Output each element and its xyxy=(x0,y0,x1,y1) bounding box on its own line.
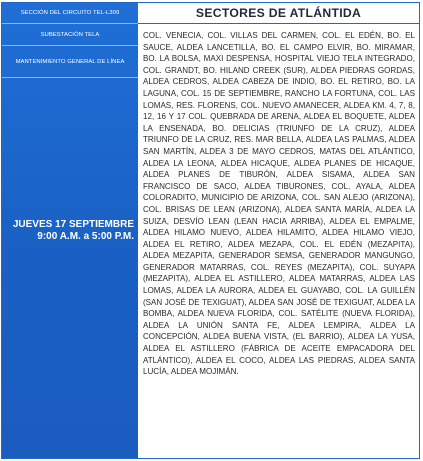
schedule-time: 9:00 A.M. a 5:00 P.M. xyxy=(37,231,134,242)
schedule-block xyxy=(6,219,134,243)
outage-notice-table xyxy=(1,2,420,459)
sectors-title: SECTORES DE ATLÁNTIDA xyxy=(138,3,419,24)
sectors-panel xyxy=(138,3,419,458)
sectors-list: COL. VENECIA, COL. VILLAS DEL CARMEN, COL. EL EDÉN, BO. EL SAUCE, ALDEA LANCETILLA, BO. EL CAMPO ELVIR, BO. MIRAMAR, BO. LA BOLSA, MAXI DESPENSA, HOSPITAL VIEJO TELA INTEGRADO, COL. GRANDT, BO. HILAND CREEK (SUR), ALDEA PIEDRAS GORDAS, ALDEA CEDROS, ALDEA CABEZA DE INDIO, BO. EL RETIRO, BO. LA LAGUNA, COL. 15 DE SEPTIEMBRE, RANCHO LA FORTUNA, COL. LAS LOMAS, RES. FLORENS, COL. NUEVO AMANECER, ALDEA KM. 4, 7, 8, 12, 16 Y 17 COL. QUEBRADA DE ARENA, ALDEA EL BOQUETE, ALDEA LA ENSENADA, BO. DELICIAS (TRIUNFO DE LA CRUZ), ALDEA TRIUNFO DE LA CRUZ, RES. MAR BELLA, ALDEA LAS PALMAS, ALDEA SAN MARTÍN, ALDEA 3 DE MAYO CEDROS, MATAS DEL ATLÁNTICO, ALDEA LA LEONA, ALDEA HICAQUE, ALDEA PLANES DE HICAQUE, ALDEA PLANES DE TIBURÓN, ALDEA SISAMA, ALDEA SAN FRANCISCO DE SACO, ALDEA TIBURONES, COL. AYALA, ALDEA COLORADITO, MUNICIPIO DE ARIZONA, COL. SAN ALEJO (ARIZONA), COL. BRISAS DE LEAN (ARIZONA), ALDEA SANTA MARÍA, ALDEA LA SUIZA, DESVÍO LEAN (LEAN HACIA ARRIBA), ALDEA EL EMPALME, ALDEA HILAMO NUEVO, ALDEA HILAMITO, ALDEA HILAMO VIEJO, ALDEA EL RETIRO, ALDEA MEZAPA, COL. EL EDÉN (MEZAPITA), ALDEA MEZAPITA, GENERADOR SEMSA, GENERADOR MANGUNGO, GENERADOR MATARRAS, COL. REYES (MEZAPITA), COL. SUYAPA (MEZAPITA), ALDEA EL ASTILLERO, ALDEA MATARRAS, ALDEA LAS LOMAS, ALDEA LA AURORA, ALDEA EL GUAYABO, COL. LA GUILLÉN (SAN JOSÉ DE TEXIGUAT), ALDEA SAN JOSÉ DE TEXIGUAT, ALDEA LA BOMBA, ALDEA NUEVA FLORIDA, COL. SATÉLITE (NUEVA FLORIDA), ALDEA LA UNIÓN SANTA FE, ALDEA LEMPIRA, ALDEA LA CONCEPCIÓN, ALDEA BUENA VISTA, (EL BARRIO), ALDEA LA YUSA, ALDEA EL ASTILLERO (FÁBRICA DE ACEITE EMPACADORA DEL ATLÁNTICO), ALDEA EL COCO, ALDEA LAS PIEDRAS, ALDEA SANTA LUCÍA, ALDEA MOJIMÁN. xyxy=(143,31,415,377)
schedule-panel xyxy=(2,3,138,458)
substation-label: SUBESTACIÓN TELA xyxy=(2,24,138,46)
circuit-section-label: SECCIÓN DEL CIRCUITO TEL-L309 xyxy=(2,3,138,24)
maintenance-label: MANTENIMIENTO GENERAL DE LÍNEA xyxy=(2,46,138,78)
schedule-date: JUEVES 17 SEPTIEMBRE xyxy=(12,219,134,230)
